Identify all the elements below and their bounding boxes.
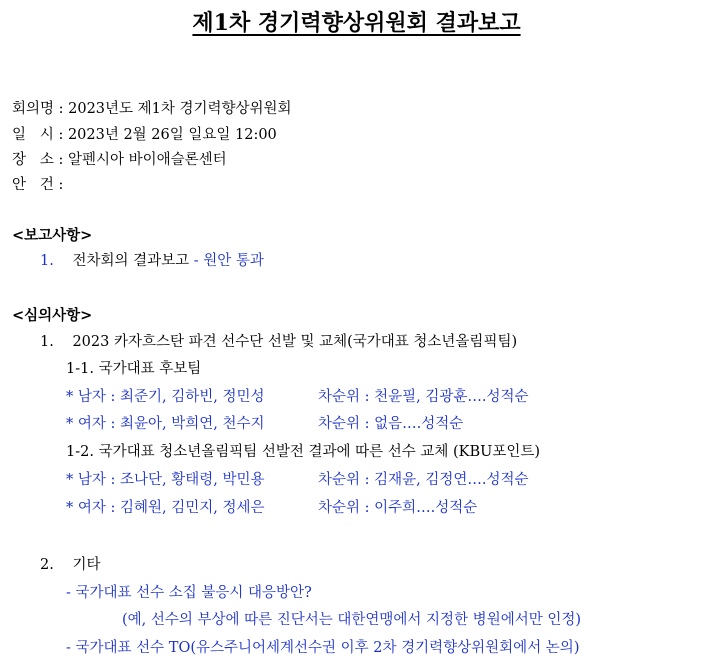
other-line-3: - 국가대표 선수 TO(유스주니어세계선수권 이후 2차 경기력향상위원회에서 논의) [66,640,580,656]
sub1-male-list: * 남자 : 최준기, 김하빈, 정민성 [66,389,265,405]
sub2-female-row [66,498,477,518]
report-item-1 [40,251,264,271]
sub1-male-row [66,387,529,407]
deliberation-item-2-text: 기타 [72,557,101,573]
sub1-male-alternates: 차순위 : 천윤필, 김광훈….성적순 [318,389,529,405]
report-item-1-text: 전차회의 결과보고 [72,253,190,269]
deliberation-item-1 [40,332,517,352]
deliberation-heading: <심의사항> [12,307,93,324]
report-item-1-number: 1. [40,253,54,269]
sub2-male-alternates: 차순위 : 김재윤, 김정연….성적순 [318,472,529,488]
meeting-agenda: 안 건 : [12,177,64,193]
other-line-1: - 국가대표 선수 소집 불응시 대응방안? [66,585,312,601]
sub1-female-row [66,414,463,434]
report-item-1-result: - 원안 통과 [189,253,264,269]
sub2-male-row [66,470,529,490]
sub2-male-list: * 남자 : 조나단, 황태령, 박민용 [66,472,265,488]
sub1-female-alternates: 차순위 : 없음….성적순 [318,416,464,432]
meeting-name: 회의명 : 2023년도 제1차 경기력향상위원회 [12,101,292,117]
sub1-title: 1-1. 국가대표 후보팀 [66,361,202,377]
other-line-2: (예, 선수의 부상에 따른 진단서는 대한연맹에서 지정한 병원에서만 인정) [122,612,581,628]
report-heading: <보고사항> [12,227,93,244]
sub1-female-list: * 여자 : 최윤아, 박희연, 천수지 [66,416,265,432]
meeting-date: 일 시 : 2023년 2월 26일 일요일 12:00 [12,127,277,143]
document-title: 제1차 경기력향상위원회 결과보고 [192,10,521,36]
sub2-female-list: * 여자 : 김혜원, 김민지, 정세은 [66,500,265,516]
deliberation-item-1-number: 1. [40,334,54,350]
sub2-title: 1-2. 국가대표 청소년올림픽팀 선발전 결과에 따른 선수 교체 (KBU포인트) [66,444,541,460]
sub2-female-alternates: 차순위 : 이주희….성적순 [318,500,478,516]
deliberation-item-2-number: 2. [40,557,54,573]
deliberation-item-1-text: 2023 카자흐스탄 파견 선수단 선발 및 교체(국가대표 청소년올림픽팀) [72,334,518,350]
meeting-place: 장 소 : 알펜시아 바이애슬론센터 [12,152,227,168]
deliberation-item-2 [40,555,100,575]
